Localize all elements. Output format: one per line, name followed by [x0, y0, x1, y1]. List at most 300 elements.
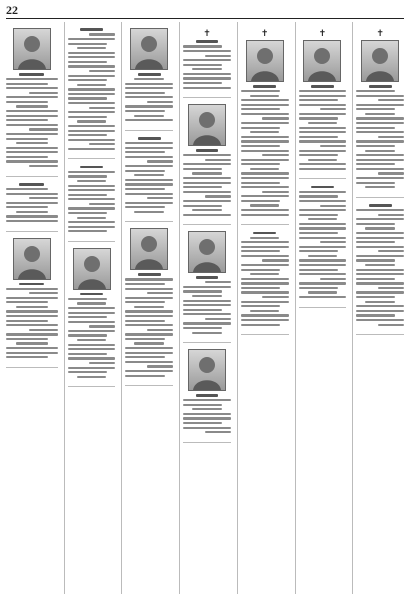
text-line: [183, 404, 222, 406]
text-line: [192, 332, 222, 334]
text-line: [183, 73, 231, 75]
text-line: [356, 305, 404, 307]
portrait-photo: [13, 28, 51, 70]
text-line: [241, 127, 280, 129]
text-line: [250, 273, 280, 275]
text-line: [68, 298, 107, 300]
text-line: [77, 376, 107, 378]
text-line: [365, 227, 395, 229]
text-line: [77, 217, 107, 219]
text-line: [205, 195, 231, 197]
text-line: [205, 281, 231, 283]
text-line: [250, 204, 280, 206]
text-line: [356, 273, 404, 275]
text-line: [29, 165, 57, 167]
text-line: [125, 110, 164, 112]
text-line: [6, 320, 48, 322]
text-line: [6, 156, 48, 158]
text-line: [68, 38, 116, 40]
text-line: [125, 156, 173, 158]
text-line: [299, 104, 347, 106]
column-3: [121, 22, 173, 594]
text-line: [356, 104, 404, 106]
text-line: [299, 95, 347, 97]
text-line: [183, 327, 222, 329]
text-line: [356, 241, 395, 243]
text-line: [68, 61, 107, 63]
text-line: [77, 47, 107, 49]
text-line: [6, 301, 48, 303]
text-line: [89, 143, 115, 145]
text-line: [299, 90, 347, 92]
text-line: [320, 145, 346, 147]
text-line: [356, 168, 404, 170]
portrait-photo: [188, 349, 226, 391]
text-line: [68, 194, 107, 196]
text-line: [183, 399, 231, 401]
text-line: [299, 214, 338, 216]
text-line: [6, 101, 48, 103]
text-line: [356, 223, 395, 225]
text-line: [6, 133, 58, 135]
text-line: [125, 283, 164, 285]
text-line: [356, 310, 404, 312]
text-line: [68, 185, 116, 187]
text-line: [183, 214, 231, 216]
text-line: [134, 115, 164, 117]
text-line: [299, 127, 347, 129]
text-line: [125, 310, 173, 312]
text-line: [6, 202, 58, 204]
text-line: [308, 255, 338, 257]
text-line: [125, 297, 173, 299]
text-line: [125, 352, 173, 354]
text-line: [378, 324, 404, 326]
text-line: [241, 241, 289, 243]
text-line: [68, 334, 107, 336]
text-line: [68, 344, 116, 346]
text-line: [192, 172, 222, 174]
text-line: [299, 154, 338, 156]
text-line: [6, 151, 58, 153]
text-line: [125, 83, 173, 85]
obituary-notice: [299, 179, 347, 307]
text-line: [138, 273, 161, 276]
text-line: [369, 204, 392, 207]
text-line: [125, 301, 164, 303]
obituary-notice: [68, 159, 116, 241]
text-line: [299, 136, 338, 138]
text-line: [183, 87, 231, 89]
text-line: [183, 168, 222, 170]
text-line: [299, 140, 347, 142]
obituary-notice: [6, 22, 58, 177]
text-line: [320, 205, 346, 207]
text-line: [29, 92, 57, 94]
text-line: [147, 292, 173, 294]
text-line: [241, 214, 289, 216]
text-line: [356, 159, 404, 161]
text-line: [378, 287, 404, 289]
text-line: [250, 168, 280, 170]
text-line: [68, 316, 107, 318]
text-line: [29, 329, 57, 331]
column-2: [64, 22, 116, 594]
text-line: [125, 165, 173, 167]
text-line: [16, 342, 48, 344]
text-line: [262, 259, 288, 261]
text-line: [311, 85, 334, 88]
text-line: [6, 110, 58, 112]
text-line: [183, 422, 222, 424]
cross-icon: ✝: [260, 28, 269, 38]
text-line: [80, 28, 103, 31]
text-line: [356, 90, 395, 92]
text-line: [19, 183, 44, 186]
text-line: [125, 179, 173, 181]
text-line: [16, 211, 48, 213]
text-line: [68, 212, 107, 214]
text-line: [125, 170, 164, 172]
text-line: [241, 314, 289, 316]
text-line: [320, 108, 346, 110]
portrait-photo: [73, 248, 111, 290]
text-line: [262, 117, 288, 119]
text-line: [68, 189, 116, 191]
text-line: [68, 134, 107, 136]
text-line: [125, 142, 173, 144]
text-line: [16, 142, 48, 144]
text-line: [299, 227, 347, 229]
text-line: [68, 371, 107, 373]
text-line: [299, 150, 347, 152]
text-line: [68, 207, 116, 209]
portrait-photo: [130, 28, 168, 70]
text-line: [183, 177, 231, 179]
text-line: [356, 95, 404, 97]
text-line: [356, 127, 395, 129]
text-line: [6, 78, 58, 80]
text-line: [356, 145, 395, 147]
text-line: [147, 160, 173, 162]
text-line: [308, 291, 338, 293]
text-line: [241, 108, 280, 110]
portrait-photo: [130, 228, 168, 270]
text-line: [77, 180, 107, 182]
text-line: [356, 282, 404, 284]
text-line: [6, 96, 58, 98]
text-line: [299, 113, 347, 115]
text-line: [356, 154, 404, 156]
column-4: [179, 22, 231, 594]
text-line: [183, 200, 231, 202]
text-line: [183, 290, 222, 292]
text-line: [192, 295, 222, 297]
text-line: [183, 300, 231, 302]
text-line: [68, 65, 116, 67]
text-line: [356, 117, 404, 119]
text-line: [308, 159, 338, 161]
text-line: [241, 182, 280, 184]
text-line: [68, 97, 107, 99]
text-line: [356, 237, 404, 239]
text-line: [68, 230, 107, 232]
text-line: [299, 131, 347, 133]
text-line: [6, 87, 58, 89]
text-line: [68, 79, 107, 81]
text-line: [125, 320, 164, 322]
text-line: [68, 367, 116, 369]
text-line: [183, 191, 231, 193]
text-line: [68, 330, 116, 332]
text-line: [356, 255, 404, 257]
obituary-notice: [183, 343, 231, 443]
text-line: [241, 104, 289, 106]
page-header: [6, 4, 404, 19]
text-line: [68, 88, 116, 90]
text-line: [6, 193, 58, 195]
text-line: [262, 191, 288, 193]
text-line: [6, 83, 48, 85]
text-line: [205, 159, 231, 161]
text-line: [356, 163, 395, 165]
text-line: [196, 394, 219, 397]
text-line: [68, 102, 116, 104]
text-line: [250, 310, 280, 312]
text-line: [183, 286, 231, 288]
text-line: [241, 209, 289, 211]
text-line: [356, 314, 395, 316]
text-line: [241, 99, 289, 101]
text-line: [356, 278, 395, 280]
text-line: [299, 282, 347, 284]
text-line: [299, 264, 347, 266]
text-line: [6, 338, 48, 340]
text-line: [369, 85, 392, 88]
portrait-photo: [246, 40, 284, 82]
text-line: [241, 163, 280, 165]
text-line: [183, 163, 231, 165]
text-line: [241, 177, 289, 179]
text-line: [6, 188, 48, 190]
text-line: [68, 52, 116, 54]
text-line: [125, 278, 173, 280]
text-line: [183, 186, 222, 188]
obituary-columns: [6, 22, 404, 594]
text-line: [241, 282, 289, 284]
text-line: [6, 119, 48, 121]
text-line: [356, 182, 395, 184]
text-line: [299, 163, 347, 165]
text-line: [365, 264, 395, 266]
text-line: [365, 113, 395, 115]
text-line: [299, 237, 347, 239]
page-number: 22: [6, 3, 18, 17]
text-line: [68, 353, 107, 355]
text-line: [125, 92, 164, 94]
text-line: [253, 85, 276, 88]
obituary-notice: [183, 98, 231, 225]
text-line: [183, 182, 231, 184]
text-line: [241, 136, 289, 138]
text-line: [183, 50, 231, 52]
text-line: [299, 232, 338, 234]
portrait-photo: [188, 231, 226, 273]
text-line: [183, 313, 231, 315]
text-line: [77, 339, 107, 341]
text-line: [134, 306, 164, 308]
text-line: [356, 108, 395, 110]
text-line: [299, 191, 347, 193]
text-line: [89, 70, 115, 72]
text-line: [125, 96, 173, 98]
text-line: [68, 111, 116, 113]
text-line: [6, 310, 58, 312]
text-line: [125, 370, 173, 372]
obituary-notice: [6, 232, 58, 368]
text-line: [241, 140, 289, 142]
text-line: [89, 325, 115, 327]
text-line: [356, 218, 404, 220]
text-line: [299, 99, 338, 101]
text-line: [89, 362, 115, 364]
text-line: [125, 338, 164, 340]
text-line: [299, 296, 347, 298]
text-line: [125, 375, 164, 377]
text-line: [6, 297, 58, 299]
text-line: [77, 120, 107, 122]
text-line: [6, 333, 58, 335]
text-line: [241, 159, 289, 161]
text-line: [6, 347, 58, 349]
text-line: [253, 232, 276, 235]
text-line: [125, 87, 173, 89]
text-line: [16, 306, 48, 308]
obituary-notice: [183, 225, 231, 343]
text-line: [241, 90, 280, 92]
text-line: [320, 278, 346, 280]
text-line: [378, 172, 404, 174]
text-line: [89, 107, 115, 109]
text-line: [147, 197, 173, 199]
text-line: [138, 73, 161, 76]
text-line: [6, 160, 58, 162]
obituary-notice: [356, 22, 404, 198]
text-line: [125, 105, 173, 107]
text-line: [134, 211, 164, 213]
text-line: [6, 138, 48, 140]
text-line: [125, 147, 173, 149]
text-line: [68, 125, 116, 127]
text-line: [19, 283, 44, 286]
obituary-notice: [68, 242, 116, 387]
text-line: [68, 93, 116, 95]
text-line: [6, 115, 58, 117]
text-line: [77, 84, 107, 86]
text-line: [77, 302, 107, 304]
text-line: [134, 78, 164, 80]
text-line: [299, 246, 347, 248]
text-line: [241, 246, 289, 248]
text-line: [6, 356, 48, 358]
text-line: [356, 140, 404, 142]
text-line: [241, 324, 280, 326]
text-line: [6, 315, 58, 317]
text-line: [250, 95, 280, 97]
text-line: [378, 99, 404, 101]
text-line: [125, 119, 173, 121]
text-line: [125, 356, 164, 358]
text-line: [192, 209, 222, 211]
text-line: [250, 237, 280, 239]
text-line: [308, 122, 338, 124]
text-line: [125, 347, 173, 349]
text-line: [125, 324, 173, 326]
text-line: [241, 145, 280, 147]
text-line: [89, 33, 115, 35]
text-line: [68, 221, 116, 223]
text-line: [68, 198, 116, 200]
obituary-notice: [125, 222, 173, 386]
text-line: [68, 130, 116, 132]
column-7: [352, 22, 404, 594]
text-line: [125, 361, 173, 363]
text-line: [125, 193, 173, 195]
text-line: [356, 319, 404, 321]
text-line: [241, 269, 280, 271]
text-line: [241, 255, 289, 257]
text-line: [205, 318, 231, 320]
text-line: [241, 305, 280, 307]
text-line: [241, 250, 280, 252]
text-line: [299, 259, 347, 261]
text-line: [356, 291, 404, 293]
text-line: [125, 315, 173, 317]
text-line: [134, 174, 164, 176]
text-line: [183, 427, 231, 429]
text-line: [19, 73, 44, 76]
text-line: [68, 348, 116, 350]
text-line: [68, 139, 116, 141]
text-line: [16, 105, 48, 107]
text-line: [250, 131, 280, 133]
text-line: [299, 168, 347, 170]
text-line: [365, 150, 395, 152]
text-line: [125, 183, 173, 185]
text-line: [183, 59, 231, 61]
obituary-notice: [68, 22, 116, 159]
text-line: [356, 122, 404, 124]
column-5: [237, 22, 289, 594]
portrait-photo: [303, 40, 341, 82]
text-line: [299, 209, 347, 211]
text-line: [205, 431, 231, 433]
text-line: [68, 312, 116, 314]
text-line: [356, 296, 395, 298]
text-line: [299, 117, 338, 119]
text-line: [356, 232, 404, 234]
text-line: [29, 197, 57, 199]
obituary-notice: [241, 22, 289, 225]
text-line: [196, 40, 219, 43]
text-line: [6, 124, 58, 126]
text-line: [183, 77, 231, 79]
text-line: [241, 172, 289, 174]
text-line: [299, 195, 338, 197]
text-line: [241, 291, 289, 293]
text-line: [6, 215, 58, 217]
text-line: [365, 301, 395, 303]
